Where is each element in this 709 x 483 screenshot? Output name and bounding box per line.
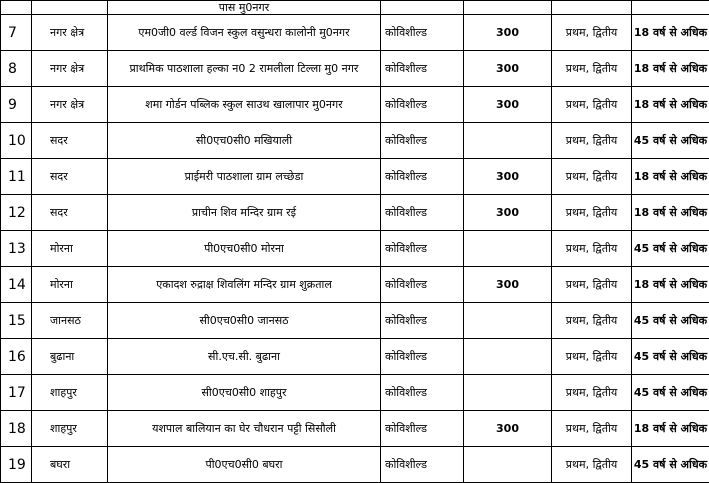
age-cell: 45 वर्ष से अधिक [632, 375, 709, 411]
age-cell: 45 वर्ष से अधिक [632, 339, 709, 375]
dose-cell [552, 1, 632, 15]
table-row [1, 231, 709, 267]
serial-cell: 12 [1, 195, 32, 231]
serial-cell: 15 [1, 303, 32, 339]
area-cell: सदर [32, 123, 108, 159]
dose-cell: प्रथम, द्वितीय [552, 87, 632, 123]
area-cell: नगर क्षेत्र [32, 87, 108, 123]
area-cell: शाहपुर [32, 375, 108, 411]
table-row [1, 123, 709, 159]
area-cell: सदर [32, 159, 108, 195]
vaccine-cell: कोविशील्ड [381, 123, 464, 159]
table-row [1, 267, 709, 303]
site-cell: सी0एच0सी0 मखियाली [108, 123, 381, 159]
site-cell: सी.एच.सी. बुढाना [108, 339, 381, 375]
serial-cell: 11 [1, 159, 32, 195]
vaccine-cell: कोविशील्ड [381, 195, 464, 231]
area-cell: जानसठ [32, 303, 108, 339]
age-cell [632, 1, 709, 15]
dose-cell: प्रथम, द्वितीय [552, 159, 632, 195]
site-cell: सी0एच0सी0 शाहपुर [108, 375, 381, 411]
quantity-cell [464, 447, 552, 483]
vaccine-cell: कोविशील्ड [381, 87, 464, 123]
dose-cell: प्रथम, द्वितीय [552, 231, 632, 267]
dose-cell: प्रथम, द्वितीय [552, 267, 632, 303]
quantity-cell: 300 [464, 159, 552, 195]
dose-cell: प्रथम, द्वितीय [552, 195, 632, 231]
dose-cell: प्रथम, द्वितीय [552, 123, 632, 159]
table-row [1, 15, 709, 51]
vaccine-cell: कोविशील्ड [381, 447, 464, 483]
dose-cell: प्रथम, द्वितीय [552, 15, 632, 51]
age-cell: 45 वर्ष से अधिक [632, 123, 709, 159]
quantity-cell: 300 [464, 51, 552, 87]
age-cell: 18 वर्ष से अधिक [632, 15, 709, 51]
site-cell: प्राथमिक पाठशाला हल्का न0 2 रामलीला टिल्ला मु0 नगर [108, 51, 381, 87]
site-cell: पी0एच0सी0 मोरना [108, 231, 381, 267]
quantity-cell [464, 1, 552, 15]
vaccine-cell: कोविशील्ड [381, 375, 464, 411]
area-cell: नगर क्षेत्र [32, 15, 108, 51]
vaccine-cell: कोविशील्ड [381, 411, 464, 447]
table-row [1, 411, 709, 447]
vaccine-cell: कोविशील्ड [381, 159, 464, 195]
quantity-cell: 300 [464, 411, 552, 447]
site-cell: यशपाल बालियान का घेर चौधरान पट्टी सिसौली [108, 411, 381, 447]
vaccine-cell: कोविशील्ड [381, 231, 464, 267]
site-cell: प्राईमरी पाठशाला ग्राम लच्छेडा [108, 159, 381, 195]
vaccine-cell: कोविशील्ड [381, 267, 464, 303]
table-row [1, 303, 709, 339]
serial-cell: 16 [1, 339, 32, 375]
table-row [1, 51, 709, 87]
quantity-cell: 300 [464, 87, 552, 123]
dose-cell: प्रथम, द्वितीय [552, 447, 632, 483]
dose-cell: प्रथम, द्वितीय [552, 339, 632, 375]
serial-cell: 8 [1, 51, 32, 87]
vaccine-cell: कोविशील्ड [381, 339, 464, 375]
age-cell: 18 वर्ष से अधिक [632, 87, 709, 123]
site-cell: सी0एच0सी0 जानसठ [108, 303, 381, 339]
site-cell: शमा गोर्डन पब्लिक स्कुल साउथ खालापार मु0नगर [108, 87, 381, 123]
site-cell: पास मु0नगर [108, 1, 381, 15]
table-row [1, 195, 709, 231]
vaccine-cell: कोविशील्ड [381, 15, 464, 51]
site-cell: एकादश रुद्राक्ष शिवलिंग मन्दिर ग्राम शुक्रताल [108, 267, 381, 303]
quantity-cell [464, 339, 552, 375]
quantity-cell [464, 303, 552, 339]
table-row [1, 447, 709, 483]
serial-cell: 18 [1, 411, 32, 447]
serial-cell: 17 [1, 375, 32, 411]
site-cell: प्राचीन शिव मन्दिर ग्राम रई [108, 195, 381, 231]
quantity-cell: 300 [464, 15, 552, 51]
table-row [1, 159, 709, 195]
age-cell: 45 वर्ष से अधिक [632, 447, 709, 483]
area-cell: सदर [32, 195, 108, 231]
dose-cell: प्रथम, द्वितीय [552, 375, 632, 411]
dose-cell: प्रथम, द्वितीय [552, 411, 632, 447]
serial-cell: 19 [1, 447, 32, 483]
age-cell: 18 वर्ष से अधिक [632, 195, 709, 231]
table-row [1, 339, 709, 375]
site-cell: पी0एच0सी0 बघरा [108, 447, 381, 483]
serial-cell: 7 [1, 15, 32, 51]
quantity-cell [464, 231, 552, 267]
vaccine-cell: कोविशील्ड [381, 51, 464, 87]
area-cell: बघरा [32, 447, 108, 483]
serial-cell: 9 [1, 87, 32, 123]
age-cell: 18 वर्ष से अधिक [632, 411, 709, 447]
area-cell: मोरना [32, 267, 108, 303]
area-cell: शाहपुर [32, 411, 108, 447]
quantity-cell [464, 123, 552, 159]
quantity-cell: 300 [464, 195, 552, 231]
table-row-partial [1, 1, 709, 15]
vaccine-cell [381, 1, 464, 15]
area-cell: नगर क्षेत्र [32, 51, 108, 87]
serial-cell: 14 [1, 267, 32, 303]
area-cell: मोरना [32, 231, 108, 267]
table-row [1, 87, 709, 123]
age-cell: 18 वर्ष से अधिक [632, 159, 709, 195]
quantity-cell: 300 [464, 267, 552, 303]
vaccine-cell: कोविशील्ड [381, 303, 464, 339]
site-cell: एम0जी0 वर्ल्ड विजन स्कुल वसुन्धरा कालोनी मु0नगर [108, 15, 381, 51]
age-cell: 18 वर्ष से अधिक [632, 51, 709, 87]
dose-cell: प्रथम, द्वितीय [552, 303, 632, 339]
serial-cell [1, 1, 32, 15]
area-cell [32, 1, 108, 15]
dose-cell: प्रथम, द्वितीय [552, 51, 632, 87]
age-cell: 45 वर्ष से अधिक [632, 231, 709, 267]
serial-cell: 10 [1, 123, 32, 159]
table-row [1, 375, 709, 411]
serial-cell: 13 [1, 231, 32, 267]
area-cell: बुढाना [32, 339, 108, 375]
quantity-cell [464, 375, 552, 411]
age-cell: 45 वर्ष से अधिक [632, 303, 709, 339]
age-cell: 18 वर्ष से अधिक [632, 267, 709, 303]
